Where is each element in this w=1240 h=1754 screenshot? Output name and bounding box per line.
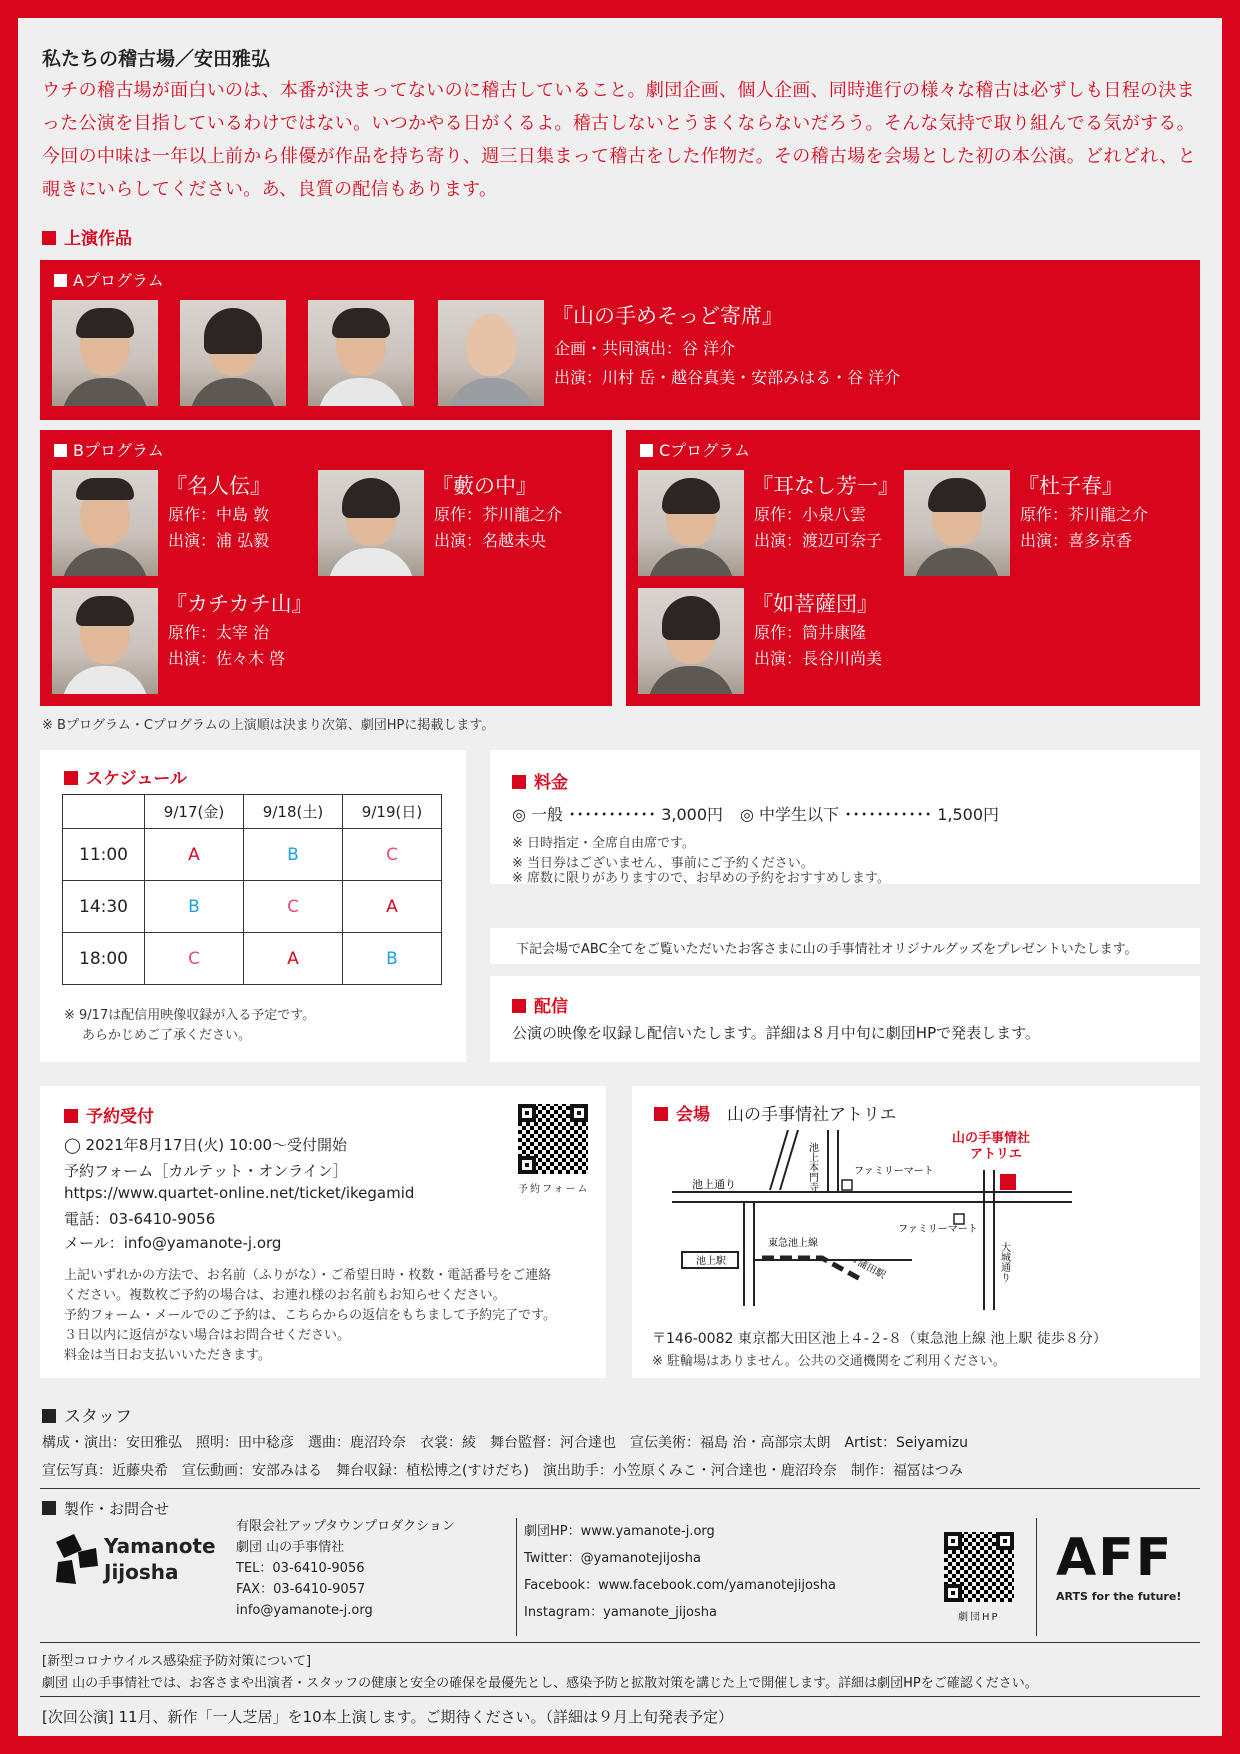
contact-block bbox=[236, 1516, 455, 1621]
contact-email[interactable]: info@yamanote-j.org bbox=[236, 1603, 373, 1618]
program-b-work-cast: 出演：浦 弘毅 bbox=[168, 531, 270, 550]
map-familymart-icon bbox=[842, 1180, 852, 1190]
program-c-work-title: 『如菩薩団』 bbox=[752, 592, 878, 616]
price-student: ◎ 中学生以下 ･･･････････ 1,500円 bbox=[740, 805, 1000, 824]
program-a-director: 企画・共同演出：谷 洋介 bbox=[554, 339, 736, 358]
cast-photo bbox=[318, 470, 424, 576]
contact-online bbox=[524, 1518, 836, 1626]
schedule-cell: A bbox=[343, 881, 442, 933]
schedule-cell: B bbox=[244, 829, 343, 881]
schedule-cell: C bbox=[244, 881, 343, 933]
contact-heading: 製作・お問合せ bbox=[42, 1498, 169, 1519]
covid-body: 劇団 山の手事情社では、お客さまや出演者・スタッフの健康と安全の確保を最優先とし、感染予防と拡散対策を講じた上で開催します。詳細は劇団HPをご確認ください。 bbox=[42, 1676, 1038, 1691]
contact-tel: TEL：03-6410-9056 bbox=[236, 1561, 365, 1576]
square-bullet-icon bbox=[640, 444, 653, 457]
square-bullet-icon bbox=[42, 1501, 56, 1515]
price-note: ※ 日時指定・全席自由席です。 bbox=[512, 836, 695, 851]
venue-panel bbox=[632, 1086, 1200, 1378]
map-label: 東急池上線 bbox=[768, 1238, 818, 1249]
present-bar bbox=[490, 928, 1200, 964]
program-a-cast: 出演：川村 岳・越谷真美・安部みはる・谷 洋介 bbox=[554, 368, 901, 387]
price-note: ※ 席数に限りがありますので、お早めの予約をおすすめします。 bbox=[512, 871, 890, 886]
schedule-date: 9/19(日) bbox=[343, 795, 442, 829]
program-b-work-cast: 出演：佐々木 啓 bbox=[168, 649, 286, 668]
booking-start: ◯ 2021年8月17日(火) 10:00～受付開始 bbox=[64, 1136, 348, 1154]
divider bbox=[40, 1696, 1200, 1697]
map-label: ファミリーマート bbox=[854, 1166, 934, 1177]
program-b-work-title: 『名人伝』 bbox=[166, 474, 271, 498]
booking-form-label: 予約フォーム［カルテット・オンライン］ bbox=[64, 1162, 348, 1180]
contact-facebook-link[interactable]: Facebook：www.facebook.com/yamanotejijosha bbox=[524, 1578, 836, 1593]
program-c-work-title: 『耳なし芳一』 bbox=[752, 474, 899, 498]
present-text: 下記会場でABC全てをご覧いただいたお客さまに山の手事情社オリジナルグッズをプレゼントいたします。 bbox=[516, 942, 1138, 957]
intro-body: ウチの稽古場が面白いのは、本番が決まってないのに稽古していること。劇団企画、個人企画、同時進行の様々な稽古は必ずしも日程の決まった公演を目指しているわけではない。いつかやる日がくるよ。稽古しないとうまくならないだろう。そんな気持で取り組んでる気がする。今回の中味は一年以上前から俳優が作品を持ち寄り、週三日集まって稽古をした作物だ。その稽古場を会場とした初の本公演。どれどれ、と覗きにいらしてください。あ、良質の配信もあります。 bbox=[42, 80, 1196, 200]
hp-qr-label: 劇団HP bbox=[958, 1612, 1000, 1623]
cast-photo bbox=[638, 470, 744, 576]
square-bullet-icon bbox=[54, 444, 67, 457]
map-label: 山の手事情社 bbox=[952, 1130, 1031, 1145]
program-c-label: Cプログラム bbox=[640, 438, 750, 461]
booking-note: ください。複数枚ご予約の場合は、お連れ様のお名前もお知らせください。 bbox=[64, 1288, 506, 1303]
program-b-work-author: 原作：中島 敦 bbox=[168, 505, 270, 524]
cast-photo bbox=[52, 300, 158, 406]
program-b-work-author: 原作：太宰 治 bbox=[168, 623, 270, 642]
staff-heading: スタッフ bbox=[42, 1402, 132, 1427]
stream-panel bbox=[490, 976, 1200, 1062]
flyer-sheet bbox=[18, 18, 1222, 1736]
aff-logo bbox=[1056, 1528, 1182, 1603]
booking-note: 料金は当日お支払いいただきます。 bbox=[64, 1348, 271, 1363]
schedule-cell: A bbox=[244, 933, 343, 985]
program-c-work-cast: 出演：長谷川尚美 bbox=[754, 649, 883, 668]
program-c-box bbox=[626, 430, 1200, 706]
program-c-work-author: 原作：小泉八雲 bbox=[754, 505, 867, 524]
contact-twitter-link[interactable]: Twitter：@yamanotejijosha bbox=[524, 1551, 701, 1566]
program-b-work-title: 『藪の中』 bbox=[432, 474, 537, 498]
booking-panel bbox=[40, 1086, 606, 1378]
schedule-note: あらかじめご了承ください。 bbox=[82, 1028, 252, 1043]
program-b-box bbox=[40, 430, 612, 706]
program-b-work-title: 『カチカチ山』 bbox=[166, 592, 313, 616]
price-note: ※ 当日券はございません、事前にご予約ください。 bbox=[512, 856, 814, 871]
divider bbox=[40, 1488, 1200, 1489]
map-label: 池上駅 bbox=[696, 1256, 726, 1267]
stream-heading: 配信 bbox=[512, 992, 568, 1017]
logo-text: Jijosha bbox=[104, 1560, 179, 1584]
map-label: 池上本門寺 bbox=[806, 1142, 818, 1192]
program-b-work-author: 原作：芥川龍之介 bbox=[434, 505, 563, 524]
contact-company: 有限会社アップタウンプロダクション bbox=[236, 1519, 455, 1534]
schedule-date: 9/17(金) bbox=[145, 795, 244, 829]
booking-url-link[interactable]: https://www.quartet-online.net/ticket/ikegamid bbox=[64, 1184, 415, 1202]
schedule-cell: B bbox=[145, 881, 244, 933]
booking-note: 予約フォーム・メールでのご予約は、こちらからの返信をもちまして予約完了です。 bbox=[64, 1308, 557, 1323]
yamanote-logo-icon bbox=[52, 1532, 100, 1588]
divider bbox=[1036, 1518, 1037, 1636]
square-bullet-icon bbox=[54, 274, 67, 287]
covid-title: [新型コロナウイルス感染症予防対策について] bbox=[42, 1654, 312, 1669]
program-b-label: Bプログラム bbox=[54, 438, 164, 461]
cast-photo bbox=[438, 300, 544, 406]
aff-tagline: ARTS for the future! bbox=[1056, 1590, 1182, 1603]
cast-photo bbox=[180, 300, 286, 406]
square-bullet-icon bbox=[42, 231, 56, 245]
booking-note: 上記いずれかの方法で、お名前（ふりがな）・ご希望日時・枚数・電話番号をご連絡 bbox=[64, 1268, 552, 1283]
schedule-heading: スケジュール bbox=[64, 764, 187, 789]
booking-note: ３日以内に返信がない場合はお問合せください。 bbox=[64, 1328, 351, 1343]
yamanote-logo bbox=[52, 1532, 216, 1592]
program-a-label: Aプログラム bbox=[54, 268, 164, 291]
contact-fax: FAX：03-6410-9057 bbox=[236, 1582, 366, 1597]
cast-photo bbox=[52, 470, 158, 576]
program-c-work-author: 原作：芥川龍之介 bbox=[1020, 505, 1149, 524]
booking-qr-code[interactable] bbox=[518, 1104, 588, 1174]
schedule-time: 11:00 bbox=[63, 829, 145, 881]
price-panel bbox=[490, 750, 1200, 884]
schedule-cell: A bbox=[145, 829, 244, 881]
intro-title: 私たちの稽古場／安田雅弘 bbox=[42, 48, 271, 70]
map-label: 大城通り bbox=[998, 1242, 1010, 1282]
venue-map bbox=[662, 1130, 1142, 1320]
booking-qr-label: 予約フォーム bbox=[518, 1184, 590, 1195]
map-label: ファミリーマート bbox=[898, 1224, 978, 1235]
program-c-work-cast: 出演：喜多京香 bbox=[1020, 531, 1133, 550]
divider bbox=[40, 1642, 1200, 1643]
schedule-note: ※ 9/17は配信用映像収録が入る予定です。 bbox=[64, 1008, 316, 1023]
program-c-work-title: 『杜子春』 bbox=[1018, 474, 1123, 498]
schedule-panel bbox=[40, 750, 466, 1062]
map-familymart-icon bbox=[954, 1214, 964, 1224]
staff-line: 構成・演出：安田雅弘 照明：田中稔彦 選曲：鹿沼玲奈 衣裳：綾 舞台監督：河合達也 宣伝美術：福島 治・高部宗太朗 Artist：Seiyamizu bbox=[42, 1435, 968, 1451]
booking-mail: メール：info@yamanote-j.org bbox=[64, 1234, 282, 1252]
schedule-date: 9/18(土) bbox=[244, 795, 343, 829]
price-general: ◎ 一般 ･･･････････ 3,000円 bbox=[512, 805, 724, 824]
program-a-box bbox=[40, 260, 1200, 420]
program-b-work-cast: 出演：名越未央 bbox=[434, 531, 547, 550]
square-bullet-icon bbox=[64, 771, 78, 785]
map-label: →蒲田駅 bbox=[846, 1252, 888, 1282]
venue-address: 〒146-0082 東京都大田区池上４-２-８（東急池上線 池上駅 徒歩８分） bbox=[652, 1331, 1107, 1347]
price-heading: 料金 bbox=[512, 768, 568, 793]
logo-text: Yamanote bbox=[104, 1534, 216, 1558]
program-c-work-cast: 出演：渡辺可奈子 bbox=[754, 531, 883, 550]
map-label: 池上通り bbox=[692, 1179, 736, 1191]
map-atelier-marker-icon bbox=[1000, 1174, 1016, 1190]
cast-photo bbox=[638, 588, 744, 694]
works-heading: 上演作品 bbox=[42, 224, 132, 249]
square-bullet-icon bbox=[512, 999, 526, 1013]
schedule-time: 14:30 bbox=[63, 881, 145, 933]
stream-body: 公演の映像を収録し配信いたします。詳細は８月中旬に劇団HPで発表します。 bbox=[512, 1024, 1040, 1042]
contact-instagram-link[interactable]: Instagram：yamanote_jijosha bbox=[524, 1605, 717, 1620]
venue-note: ※ 駐輪場はありません。公共の交通機関をご利用ください。 bbox=[652, 1354, 1006, 1369]
square-bullet-icon bbox=[64, 1109, 78, 1123]
program-a-title: 『山の手めそっど寄席』 bbox=[552, 304, 783, 328]
cast-photo bbox=[52, 588, 158, 694]
contact-troupe: 劇団 山の手事情社 bbox=[236, 1540, 345, 1555]
square-bullet-icon bbox=[654, 1107, 668, 1121]
hp-qr-code[interactable] bbox=[944, 1532, 1014, 1602]
aff-logo-mark: AFF bbox=[1056, 1528, 1174, 1588]
cast-photo bbox=[904, 470, 1010, 576]
square-bullet-icon bbox=[512, 775, 526, 789]
program-order-note: ※ Bプログラム・Cプログラムの上演順は決まり次第、劇団HPに掲載します。 bbox=[42, 718, 495, 733]
staff-line: 宣伝写真：近藤央希 宣伝動画：安部みはる 舞台収録：植松博之(すけだち) 演出助手：小笠原くみこ・河合達也・鹿沼玲奈 制作：福冨はつみ bbox=[42, 1463, 963, 1479]
cast-photo bbox=[308, 300, 414, 406]
contact-hp-link[interactable]: 劇団HP：www.yamanote-j.org bbox=[524, 1524, 715, 1539]
schedule-time: 18:00 bbox=[63, 933, 145, 985]
venue-heading: 会場 山の手事情社アトリエ bbox=[654, 1100, 897, 1125]
schedule-cell: C bbox=[145, 933, 244, 985]
divider bbox=[516, 1518, 517, 1636]
square-bullet-icon bbox=[42, 1409, 56, 1423]
program-c-work-author: 原作：筒井康隆 bbox=[754, 623, 867, 642]
map-label: アトリエ bbox=[970, 1146, 1022, 1161]
schedule-cell: B bbox=[343, 933, 442, 985]
booking-tel: 電話：03-6410-9056 bbox=[64, 1210, 216, 1228]
next-performance: [次回公演] 11月、新作「一人芝居」を10本上演します。ご期待ください。（詳細は９月上旬発表予定） bbox=[42, 1708, 733, 1726]
schedule-cell: C bbox=[343, 829, 442, 881]
booking-heading: 予約受付 bbox=[64, 1102, 154, 1127]
schedule-table bbox=[62, 794, 442, 985]
